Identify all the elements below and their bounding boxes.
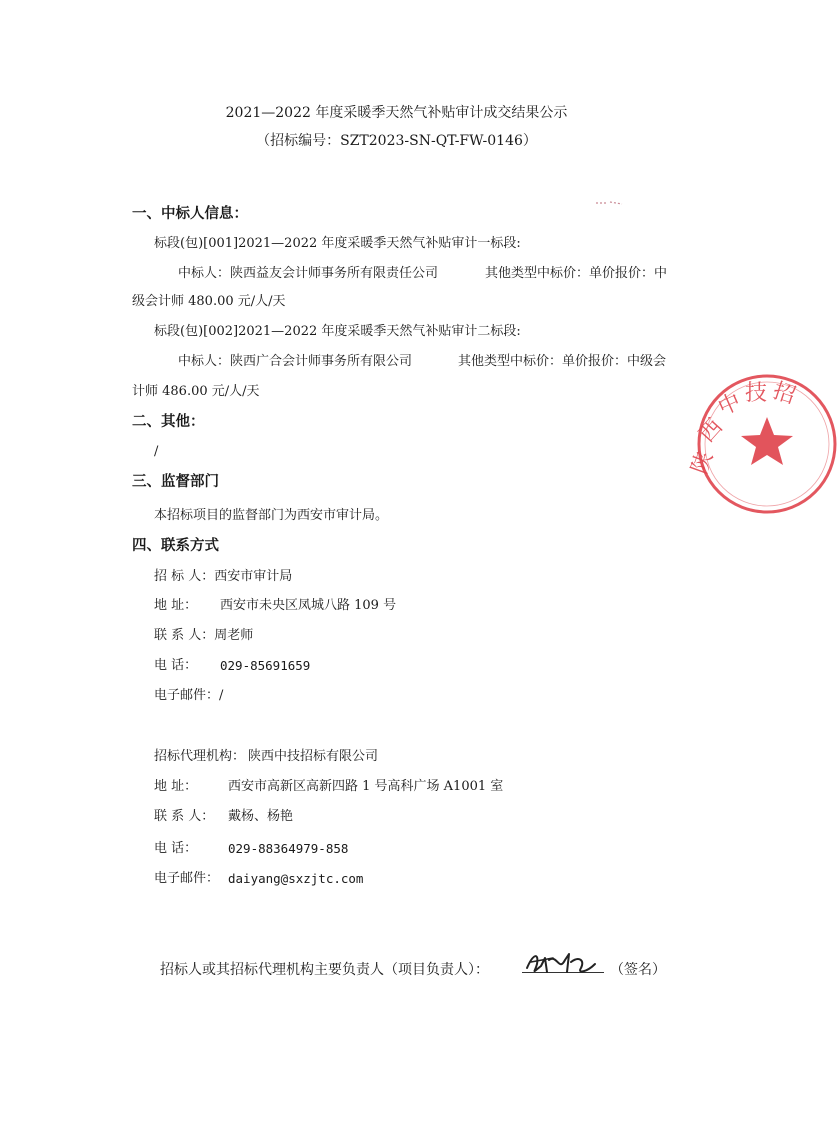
company-seal-stamp xyxy=(687,372,840,517)
section-2-text: / xyxy=(154,444,159,459)
agency-name: 陕西中技招标有限公司 xyxy=(248,749,379,764)
svg-text:招: 招 xyxy=(769,378,799,410)
svg-text:陕: 陕 xyxy=(687,448,719,478)
agency-email-label: 电子邮件： xyxy=(154,871,220,886)
tenderer-contact: 联 系 人：周老师 xyxy=(154,628,254,643)
tenderer-email: 电子邮件：/ xyxy=(154,688,224,703)
lot-2-title: 标段(包)[002]2021—2022 年度采暖季天然气补贴审计二标段: xyxy=(154,324,521,339)
lot-2-price-continued: 计师 486.00 元/人/天 xyxy=(132,384,260,399)
agency-contact-label: 联 系 人： xyxy=(154,809,215,824)
signature-label: 招标人或其招标代理机构主要负责人（项目负责人）： xyxy=(160,962,489,978)
section-4-heading: 四、联系方式 xyxy=(132,538,219,554)
tenderer-line: 招 标 人：西安市审计局 xyxy=(154,569,293,584)
lot-1-title: 标段(包)[001]2021—2022 年度采暖季天然气补贴审计一标段: xyxy=(154,236,521,251)
agency-label: 招标代理机构： xyxy=(154,749,246,764)
section-3-heading: 三、监督部门 xyxy=(132,474,219,490)
svg-text:技: 技 xyxy=(745,381,768,406)
agency-contact: 戴杨、杨艳 xyxy=(228,809,294,824)
agency-phone: 029-88364979-858 xyxy=(228,841,349,856)
lot-1-price: 其他类型中标价：单价报价：中 xyxy=(485,266,668,281)
lot-1-winner: 中标人：陕西益友会计师事务所有限责任公司 xyxy=(178,266,439,281)
tenderer-phone: 029-85691659 xyxy=(220,658,311,673)
section-1-heading: 一、中标人信息： xyxy=(132,206,248,222)
tenderer-address-label: 地 址： xyxy=(154,598,198,613)
handwritten-signature xyxy=(523,946,603,980)
svg-text:中: 中 xyxy=(714,389,745,422)
section-3-text: 本招标项目的监督部门为西安市审计局。 xyxy=(154,508,389,523)
signature-suffix: （签名） xyxy=(610,962,666,978)
section-2-heading: 二、其他： xyxy=(132,414,205,430)
lot-1-price-continued: 级会计师 480.00 元/人/天 xyxy=(132,294,286,309)
lot-2-price: 其他类型中标价：单价报价：中级会 xyxy=(458,354,667,369)
document-title: 2021—2022 年度采暖季天然气补贴审计成交结果公示 xyxy=(225,105,568,121)
ink-speck xyxy=(594,200,624,206)
agency-address: 西安市高新区高新四路 1 号高科广场 A1001 室 xyxy=(228,779,504,794)
agency-email: daiyang@sxzjtc.com xyxy=(228,871,364,886)
svg-text:西: 西 xyxy=(694,414,728,448)
document-subtitle: （招标编号：SZT2023-SN-QT-FW-0146） xyxy=(256,133,537,149)
lot-2-winner: 中标人：陕西广合会计师事务所有限公司 xyxy=(178,354,413,369)
tenderer-address: 西安市未央区凤城八路 109 号 xyxy=(220,598,397,613)
agency-address-label: 地 址： xyxy=(154,779,198,794)
tenderer-phone-label: 电 话： xyxy=(154,658,198,673)
agency-phone-label: 电 话： xyxy=(154,841,198,856)
